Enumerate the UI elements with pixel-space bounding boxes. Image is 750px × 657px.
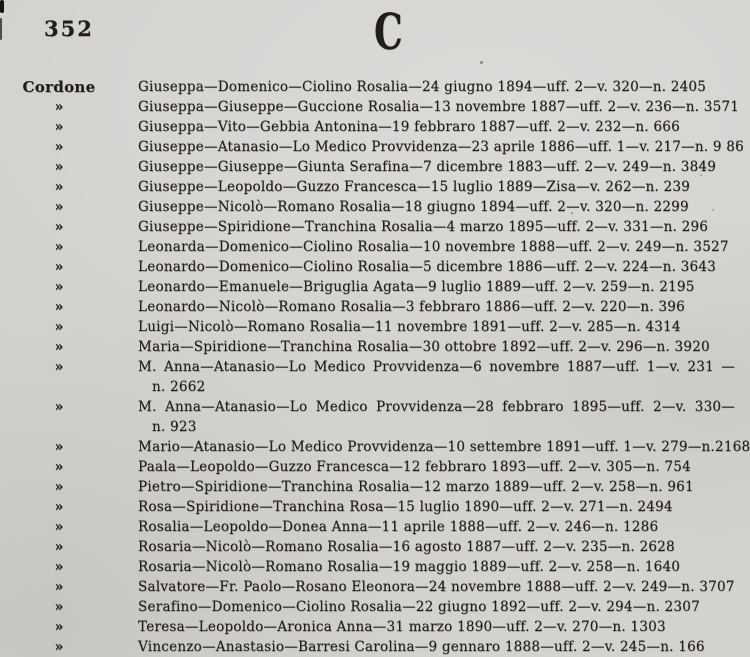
entry-line: M. Anna—Atanasio—Lo Medico Provvidenza—28 febbraro 1895—uff. 2—v. 330—: [138, 399, 735, 415]
entry-text: [138, 237, 735, 257]
ditto-mark: »: [54, 239, 64, 255]
ditto-mark: »: [54, 399, 64, 415]
entry-text: [138, 457, 735, 477]
entry-text: [138, 97, 740, 117]
index-entry-row: [0, 597, 735, 617]
entry-line: Rosaria—Nicolò—Romano Rosalia—19 maggio 1889—uff. 2—v. 258—n. 1640: [138, 559, 681, 575]
entry-line: Serafino—Domenico—Ciolino Rosalia—22 giugno 1892—uff. 2—v. 294—n. 2307: [138, 599, 700, 615]
entry-text: [138, 77, 735, 97]
ditto-mark: »: [54, 539, 64, 555]
entry-line: Giuseppe—Spiridione—Tranchina Rosalia—4 marzo 1895—uff. 2—v. 331—n. 296: [138, 219, 709, 235]
ditto-mark: »: [54, 579, 64, 595]
entry-text: [138, 297, 735, 317]
surname-label: Cordone: [22, 78, 96, 96]
entry-line: Maria—Spiridione—Tranchina Rosalia—30 ottobre 1892—uff. 2—v. 296—n. 3920: [138, 339, 710, 355]
entry-line: Giuseppa—Domenico—Ciolino Rosalia—24 giugno 1894—uff. 2—v. 320—n. 2405: [138, 79, 707, 95]
entry-line: Giuseppa—Vito—Gebbia Antonina—19 febbraro 1887—uff. 2—v. 232—n. 666: [138, 119, 680, 135]
entry-line: Giuseppe—Leopoldo—Guzzo Francesca—15 luglio 1889—Zisa—v. 262—n. 239: [138, 179, 691, 195]
entry-line: Paala—Leopoldo—Guzzo Francesca—12 febbraro 1893—uff. 2—v. 305—n. 754: [138, 459, 691, 475]
ditto-mark: »: [54, 499, 64, 515]
entry-text: [138, 557, 735, 577]
entry-line: Mario—Atanasio—Lo Medico Provvidenza—10 settembre 1891—uff. 1—v. 279—n.2168: [138, 439, 750, 455]
entry-text: [138, 357, 735, 397]
page-number: 352: [44, 16, 94, 41]
entry-text: [138, 617, 735, 637]
index-entry-row: [0, 637, 735, 657]
entry-line: Rosalia—Leopoldo—Donea Anna—11 aprile 1888—uff. 2—v. 246—n. 1286: [138, 519, 659, 535]
entry-text: [138, 157, 735, 177]
index-entry-row: [0, 257, 735, 277]
entry-line: Luigi—Nicolò—Romano Rosalia—11 novembre 1891—uff. 2—v. 285—n. 4314: [138, 319, 681, 335]
entry-line: Giuseppe—Atanasio—Lo Medico Provvidenza—23 aprile 1886—uff. 1—v. 217—n. 9 86: [138, 139, 744, 155]
index-entry-row: [0, 157, 735, 177]
ditto-mark: »: [54, 519, 64, 535]
ditto-mark: »: [54, 159, 64, 175]
entry-text: [138, 137, 744, 157]
index-entry-row: [0, 337, 735, 357]
entry-line: Leonarda—Domenico—Ciolino Rosalia—10 novembre 1888—uff. 2—v. 249—n. 3527: [138, 239, 729, 255]
index-entry-row: [0, 197, 735, 217]
index-entry-row: [0, 517, 735, 537]
entry-line: Teresa—Leopoldo—Aronica Anna—31 marzo 1890—uff. 2—v. 270—n. 1303: [138, 619, 666, 635]
entry-text: [138, 117, 735, 137]
ditto-mark: »: [54, 99, 64, 115]
entry-text: [138, 197, 735, 217]
scan-edge-artifact: [0, 0, 4, 13]
entry-text: [138, 437, 750, 457]
ditto-mark: »: [54, 439, 64, 455]
ditto-mark: »: [54, 319, 64, 335]
ditto-mark: »: [54, 119, 64, 135]
index-entry-row: [0, 357, 735, 397]
index-entry-row: [0, 577, 735, 597]
index-entry-row: [0, 317, 735, 337]
ditto-mark: »: [54, 259, 64, 275]
ditto-mark: »: [54, 479, 64, 495]
paper-speck: [480, 61, 483, 64]
entry-line: Leonardo—Nicolò—Romano Rosalia—3 febbraro 1886—uff. 2—v. 220—n. 396: [138, 299, 685, 315]
ditto-mark: »: [54, 559, 64, 575]
ditto-mark: »: [54, 219, 64, 235]
index-entry-row: [0, 537, 735, 557]
index-list: [0, 77, 750, 657]
section-letter-heading: C: [374, 2, 403, 61]
entry-line: Rosaria—Nicolò—Romano Rosalia—16 agosto 1887—uff. 2—v. 235—n. 2628: [138, 539, 675, 555]
ditto-mark: »: [54, 139, 64, 155]
ditto-mark: »: [54, 279, 64, 295]
ditto-mark: »: [54, 199, 64, 215]
index-entry-row: [0, 457, 735, 477]
entry-text: [138, 257, 735, 277]
entry-line: Leonardo—Emanuele—Briguglia Agata—9 luglio 1889—uff. 2—v. 259—n. 2195: [138, 279, 695, 295]
ditto-mark: »: [54, 459, 64, 475]
index-entry-row: [0, 617, 735, 637]
entry-continuation-line: n. 923: [152, 419, 197, 435]
ditto-mark: »: [54, 639, 64, 655]
entry-line: Vincenzo—Anastasio—Barresi Carolina—9 gennaro 1888—uff. 2—v. 245—n. 166: [138, 639, 705, 655]
entry-text: [138, 537, 735, 557]
entry-line: Giuseppe—Giuseppe—Giunta Serafina—7 dicembre 1883—uff. 2—v. 249—n. 3849: [138, 159, 717, 175]
ditto-mark: »: [54, 619, 64, 635]
entry-text: [138, 477, 735, 497]
ditto-mark: »: [54, 599, 64, 615]
scan-edge-artifact: [0, 18, 2, 40]
index-entry-row: [0, 237, 735, 257]
index-entry-row: [0, 397, 735, 437]
entry-text: [138, 577, 735, 597]
entry-text: [138, 497, 735, 517]
entry-line: Pietro—Spiridione—Tranchina Rosalia—12 marzo 1889—uff. 2—v. 258—n. 961: [138, 479, 694, 495]
index-entry-row: [0, 297, 735, 317]
ditto-mark: »: [54, 179, 64, 195]
entry-text: [138, 177, 735, 197]
entry-line: Giuseppa—Giuseppe—Guccione Rosalia—13 novembre 1887—uff. 2—v. 236—n. 3571: [138, 99, 740, 115]
ditto-mark: »: [54, 299, 64, 315]
index-entry-row: [0, 557, 735, 577]
entry-text: [138, 337, 735, 357]
index-entry-row: [0, 137, 744, 157]
entry-continuation-line: n. 2662: [152, 379, 206, 395]
entry-text: [138, 317, 735, 337]
entry-line: Leonardo—Domenico—Ciolino Rosalia—5 dicembre 1886—uff. 2—v. 224—n. 3643: [138, 259, 717, 275]
index-entry-row: [0, 437, 750, 457]
entry-text: [138, 277, 735, 297]
index-entry-row: [0, 217, 735, 237]
index-entry-row: [0, 77, 735, 97]
entry-text: [138, 217, 735, 237]
entry-text: [138, 637, 735, 657]
ditto-mark: »: [54, 339, 64, 355]
index-entry-row: [0, 277, 735, 297]
index-entry-row: [0, 117, 735, 137]
index-entry-row: [0, 97, 740, 117]
index-entry-row: [0, 497, 735, 517]
entry-text: [138, 397, 735, 437]
entry-line: Rosa—Spiridione—Tranchina Rosa—15 luglio 1890—uff. 2—v. 271—n. 2494: [138, 499, 673, 515]
ditto-mark: »: [54, 359, 64, 375]
entry-text: [138, 517, 735, 537]
entry-line: M. Anna—Atanasio—Lo Medico Provvidenza—6 novembre 1887—uff. 1—v. 231 —: [138, 359, 735, 375]
entry-line: Giuseppe—Nicolò—Romano Rosalia—18 giugno 1894—uff. 2—v. 320—n. 2299: [138, 199, 689, 215]
index-entry-row: [0, 477, 735, 497]
entry-line: Salvatore—Fr. Paolo—Rosano Eleonora—24 novembre 1888—uff. 2—v. 249—n. 3707: [138, 579, 735, 595]
entry-text: [138, 597, 735, 617]
index-entry-row: [0, 177, 735, 197]
